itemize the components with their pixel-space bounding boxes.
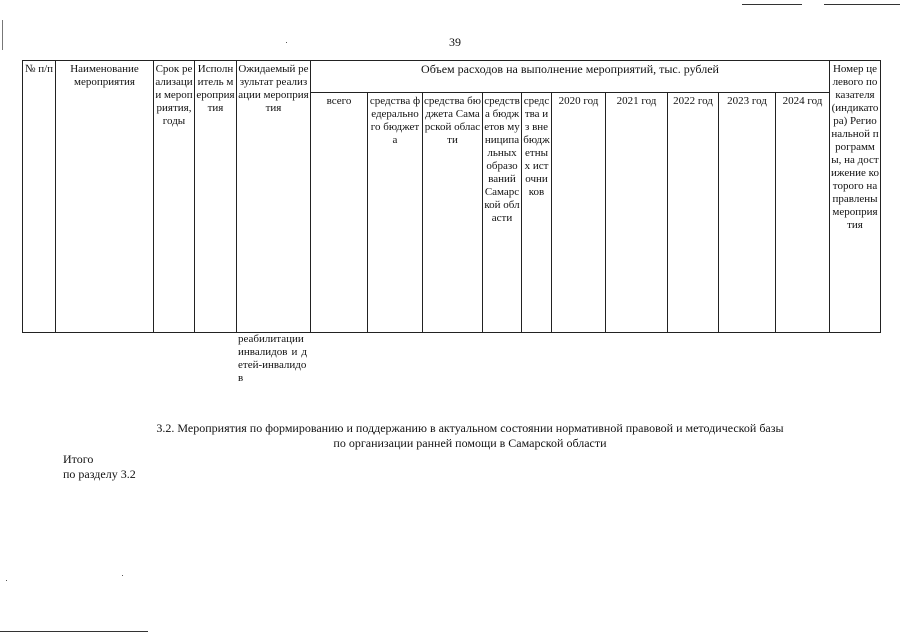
subheader-total: всего	[311, 93, 368, 333]
page-number: 39	[449, 35, 461, 49]
scan-line-bottom	[0, 631, 148, 632]
header-term	[154, 61, 195, 333]
section-heading	[100, 421, 840, 451]
total-label	[63, 452, 136, 482]
total-label-line1: Итого	[63, 452, 94, 466]
subheader-federal: средства федерального бюджета	[368, 93, 423, 333]
subheader-regional: средства бюджета Самарской области	[423, 93, 483, 333]
subheader-offbudget: средства из внебюджетных источников	[522, 93, 552, 333]
scan-edge-left	[2, 20, 3, 50]
scan-speck	[6, 580, 7, 581]
subheader-year-2022: 2022 год	[668, 93, 719, 333]
header-name: Наименование мероприятия	[56, 61, 154, 333]
scan-line-top	[742, 4, 802, 5]
header-indicator: Номер целевого показателя (индикатора) Региональной программы, на достижение которого направлены мероприятия	[830, 61, 881, 333]
section-heading-line2: по организации ранней помощи в Самарской области	[333, 436, 607, 450]
expenses-table	[22, 60, 881, 333]
scan-speck	[122, 575, 123, 576]
scan-line-top-right	[824, 4, 900, 5]
subheader-year-2021: 2021 год	[606, 93, 668, 333]
header-num: № п/п	[23, 61, 56, 333]
subheader-municipal: средства бюджетов муниципальных образований Самарской области	[483, 93, 522, 333]
subheader-year-2024: 2024 год	[776, 93, 830, 333]
header-result: Ожидаемый результат реализации мероприятия	[237, 61, 311, 333]
subheader-year-2023: 2023 год	[719, 93, 776, 333]
subheader-year-2020: 2020 год	[552, 93, 606, 333]
header-term-text: Срок реализации мероприятия, годы	[155, 63, 193, 127]
result-continuation-text: реабилитации инвалидов и детей-инвалидов	[238, 333, 307, 384]
scan-speck	[286, 42, 287, 43]
header-executor: Исполнитель мероприятия	[195, 61, 237, 333]
section-heading-line1: 3.2. Мероприятия по формированию и поддержанию в актуальном состоянии нормативной правовой и методической базы	[156, 421, 784, 435]
header-expenses: Объем расходов на выполнение мероприятий, тыс. рублей	[311, 61, 830, 93]
total-label-line2: по разделу 3.2	[63, 467, 136, 481]
